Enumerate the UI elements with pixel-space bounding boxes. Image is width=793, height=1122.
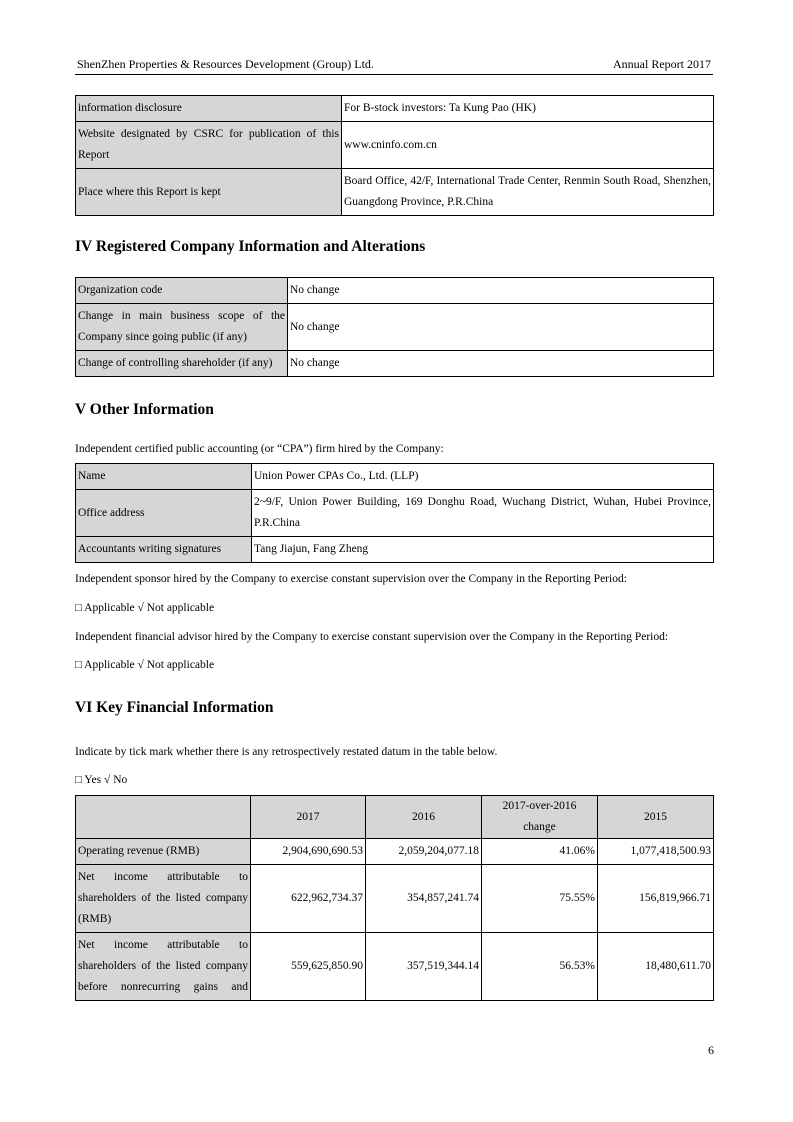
table-header-row bbox=[76, 796, 714, 839]
value-cell: No change bbox=[288, 278, 714, 304]
advisor-check: □ Applicable √ Not applicable bbox=[75, 659, 215, 671]
header-cell: 2015 bbox=[598, 796, 714, 839]
header-cell: 2016 bbox=[366, 796, 482, 839]
header-report: Annual Report 2017 bbox=[613, 57, 711, 71]
label-cell: Organization code bbox=[76, 278, 288, 304]
sponsor-text: Independent sponsor hired by the Company to exercise constant supervision over the Company in the Reporting Period: bbox=[75, 573, 627, 585]
section-6-title: VI Key Financial Information bbox=[75, 699, 274, 716]
table-row bbox=[76, 537, 714, 563]
restated-check: □ Yes √ No bbox=[75, 774, 128, 786]
value-cell: 18,480,611.70 bbox=[598, 933, 714, 1001]
value-cell: 354,857,241.74 bbox=[366, 865, 482, 933]
registered-info-table bbox=[75, 277, 714, 377]
value-cell: 41.06% bbox=[482, 839, 598, 865]
value-cell: For B-stock investors: Ta Kung Pao (HK) bbox=[342, 96, 714, 122]
table-row bbox=[76, 490, 714, 537]
section-5-title: V Other Information bbox=[75, 401, 214, 418]
table-row bbox=[76, 464, 714, 490]
value-cell: 56.53% bbox=[482, 933, 598, 1001]
value-cell: 1,077,418,500.93 bbox=[598, 839, 714, 865]
label-cell: Place where this Report is kept bbox=[76, 169, 342, 216]
table-row bbox=[76, 96, 714, 122]
sponsor-check: □ Applicable √ Not applicable bbox=[75, 602, 215, 614]
label-cell: Operating revenue (RMB) bbox=[76, 839, 251, 865]
cpa-intro: Independent certified public accounting (or “CPA”) firm hired by the Company: bbox=[75, 443, 444, 455]
label-cell: Net income attributable to shareholders of the listed company (RMB) bbox=[76, 865, 251, 933]
page-header bbox=[75, 56, 713, 75]
table-row bbox=[76, 169, 714, 216]
table-row bbox=[76, 865, 714, 933]
value-cell: 156,819,966.71 bbox=[598, 865, 714, 933]
value-cell: No change bbox=[288, 351, 714, 377]
header-cell: 2017 bbox=[251, 796, 366, 839]
section-4-title: IV Registered Company Information and Alterations bbox=[75, 238, 426, 255]
header-cell: 2017-over-2016 change bbox=[482, 796, 598, 839]
label-cell: Office address bbox=[76, 490, 252, 537]
value-cell: 559,625,850.90 bbox=[251, 933, 366, 1001]
value-cell: 2,059,204,077.18 bbox=[366, 839, 482, 865]
page-number: 6 bbox=[708, 1043, 714, 1057]
table-row bbox=[76, 933, 714, 1001]
restated-intro: Indicate by tick mark whether there is any retrospectively restated datum in the table below. bbox=[75, 746, 498, 758]
table-row bbox=[76, 122, 714, 169]
advisor-text: Independent financial advisor hired by the Company to exercise constant supervision over the Company in the Reporting Period: bbox=[75, 631, 669, 643]
value-cell: No change bbox=[288, 304, 714, 351]
value-cell: 357,519,344.14 bbox=[366, 933, 482, 1001]
label-cell: Change in main business scope of the Company since going public (if any) bbox=[76, 304, 288, 351]
value-cell: 622,962,734.37 bbox=[251, 865, 366, 933]
header-cell bbox=[76, 796, 251, 839]
label-cell: information disclosure bbox=[76, 96, 342, 122]
cpa-table bbox=[75, 463, 714, 563]
header-company: ShenZhen Properties & Resources Development (Group) Ltd. bbox=[77, 57, 374, 71]
label-cell: Change of controlling shareholder (if any) bbox=[76, 351, 288, 377]
label-cell: Net income attributable to shareholders of the listed company before nonrecurring gains and bbox=[76, 933, 251, 1001]
label-cell: Name bbox=[76, 464, 252, 490]
label-cell: Website designated by CSRC for publication of this Report bbox=[76, 122, 342, 169]
disclosure-table bbox=[75, 95, 714, 216]
value-cell: Union Power CPAs Co., Ltd. (LLP) bbox=[252, 464, 714, 490]
financial-table bbox=[75, 795, 714, 1001]
value-cell: Board Office, 42/F, International Trade Center, Renmin South Road, Shenzhen, Guangdong Province, P.R.China bbox=[342, 169, 714, 216]
value-cell: 2,904,690,690.53 bbox=[251, 839, 366, 865]
table-row bbox=[76, 351, 714, 377]
value-cell: www.cninfo.com.cn bbox=[342, 122, 714, 169]
value-cell: Tang Jiajun, Fang Zheng bbox=[252, 537, 714, 563]
table-row bbox=[76, 304, 714, 351]
table-row bbox=[76, 839, 714, 865]
value-cell: 2~9/F, Union Power Building, 169 Donghu Road, Wuchang District, Wuhan, Hubei Province, P.R.China bbox=[252, 490, 714, 537]
label-cell: Accountants writing signatures bbox=[76, 537, 252, 563]
table-row bbox=[76, 278, 714, 304]
value-cell: 75.55% bbox=[482, 865, 598, 933]
